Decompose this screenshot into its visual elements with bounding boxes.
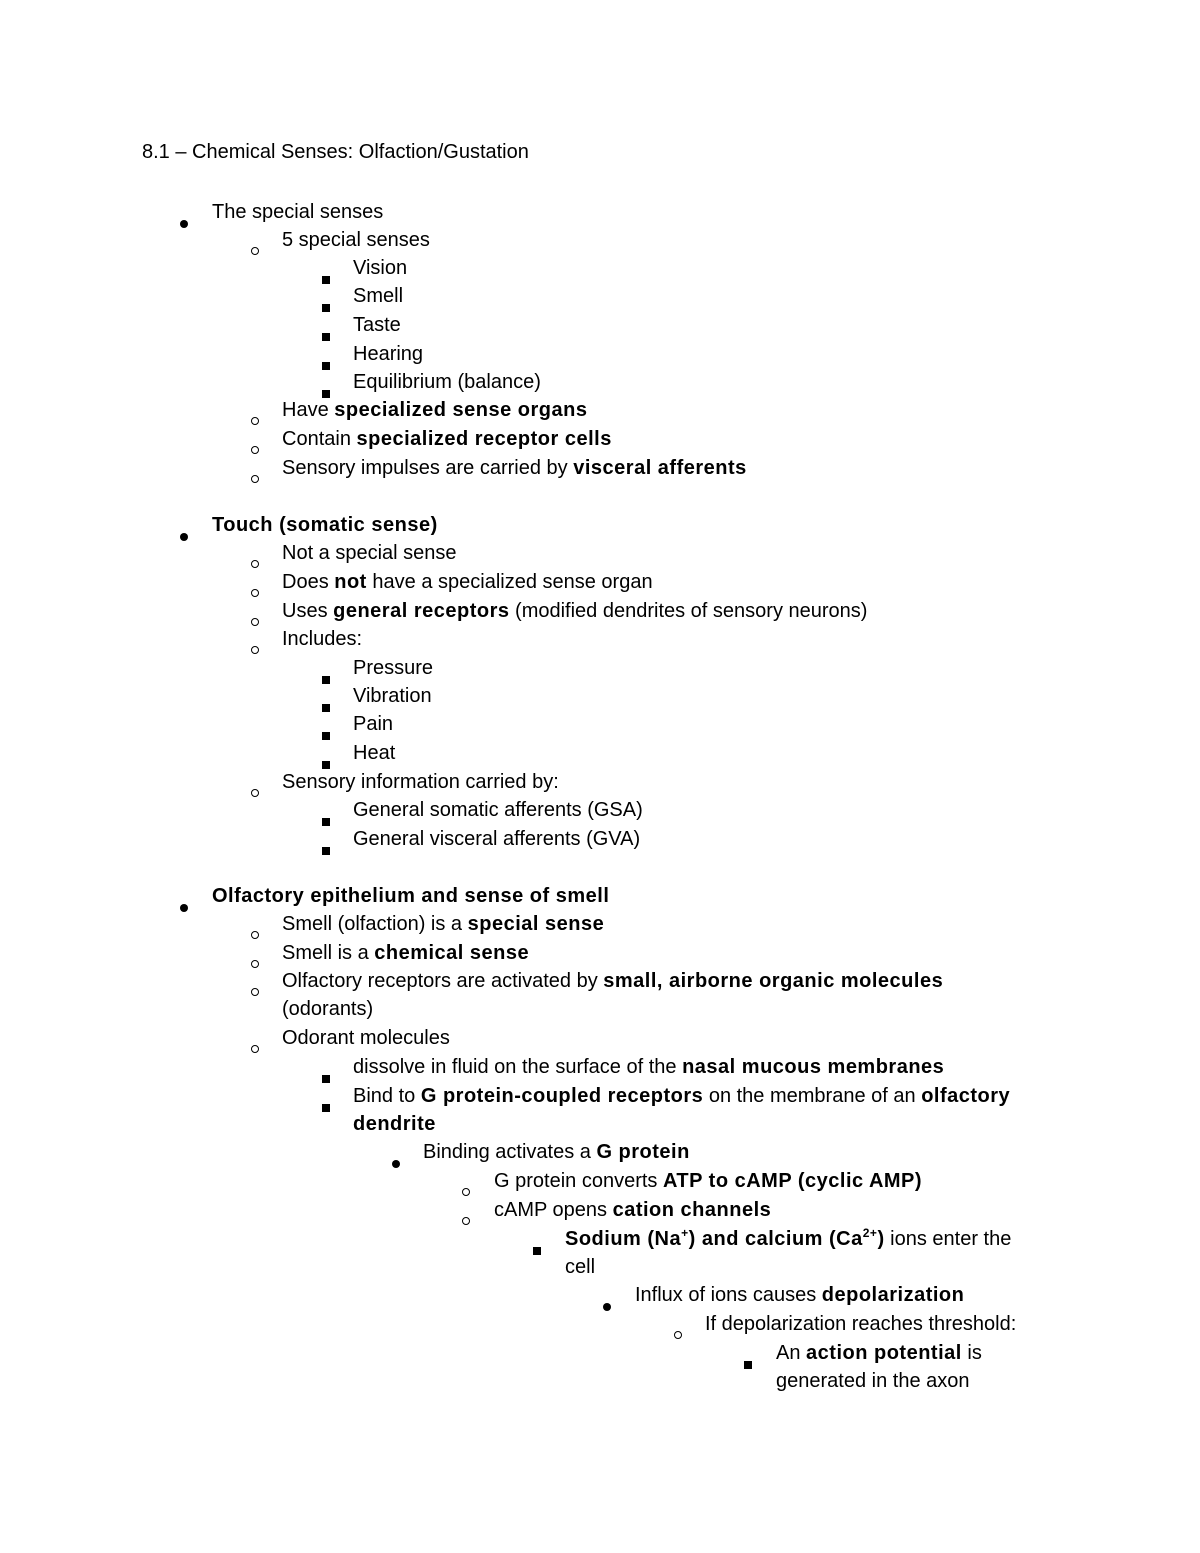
outline-item-continuation: (odorants) bbox=[282, 998, 374, 1020]
outline-item: cAMP opens cation channels bbox=[494, 1199, 772, 1221]
outline-item: Smell (olfaction) is a special sense bbox=[282, 913, 605, 935]
outline-item: Vision bbox=[353, 257, 408, 279]
outline-item: An action potential is bbox=[776, 1342, 982, 1364]
outline-item: Have specialized sense organs bbox=[282, 399, 588, 421]
outline-item: Olfactory receptors are activated by small, airborne organic molecules bbox=[282, 970, 944, 992]
bullet-circle-icon bbox=[245, 408, 265, 431]
outline-item-continuation: dendrite bbox=[353, 1113, 436, 1135]
outline-item: Heat bbox=[353, 742, 396, 764]
outline-item-continuation: generated in the axon bbox=[776, 1370, 970, 1392]
bullet-disc-icon bbox=[174, 524, 194, 547]
bullet-circle-icon bbox=[245, 922, 265, 945]
outline-item: Sensory information carried by: bbox=[282, 771, 559, 793]
page-title: 8.1 – Chemical Senses: Olfaction/Gustation bbox=[142, 141, 529, 163]
bullet-square-icon bbox=[316, 809, 336, 832]
bullet-disc-icon bbox=[174, 895, 194, 918]
bullet-circle-icon bbox=[245, 979, 265, 1002]
bullet-circle-icon bbox=[245, 238, 265, 261]
outline-item: Does not have a specialized sense organ bbox=[282, 571, 653, 593]
bullet-square-icon bbox=[527, 1238, 547, 1261]
bullet-square-icon bbox=[316, 667, 336, 690]
bullet-circle-icon bbox=[456, 1208, 476, 1231]
bullet-square-icon bbox=[316, 324, 336, 347]
outline-item: dissolve in fluid on the surface of the nasal mucous membranes bbox=[353, 1056, 945, 1078]
bullet-circle-icon bbox=[245, 437, 265, 460]
bullet-circle-icon bbox=[245, 466, 265, 489]
outline-item: Uses general receptors (modified dendrites of sensory neurons) bbox=[282, 600, 868, 622]
bullet-square-icon bbox=[738, 1352, 758, 1375]
outline-item: Contain specialized receptor cells bbox=[282, 428, 612, 450]
outline-item: Bind to G protein-coupled receptors on the membrane of an olfactory bbox=[353, 1085, 1011, 1107]
bullet-disc-icon bbox=[597, 1294, 617, 1317]
outline-item: Not a special sense bbox=[282, 542, 457, 564]
bullet-circle-icon bbox=[245, 1036, 265, 1059]
outline-item: Touch (somatic sense) bbox=[212, 514, 438, 536]
outline-item: Vibration bbox=[353, 685, 432, 707]
bullet-circle-icon bbox=[245, 780, 265, 803]
outline-item: 5 special senses bbox=[282, 229, 430, 251]
bullet-disc-icon bbox=[386, 1151, 406, 1174]
outline-item: G protein converts ATP to cAMP (cyclic AMP) bbox=[494, 1170, 923, 1192]
bullet-square-icon bbox=[316, 295, 336, 318]
outline-item: Pain bbox=[353, 713, 394, 735]
bullet-square-icon bbox=[316, 723, 336, 746]
outline-item: The special senses bbox=[212, 201, 384, 223]
bullet-circle-icon bbox=[245, 637, 265, 660]
bullet-square-icon bbox=[316, 1095, 336, 1118]
outline-item: Binding activates a G protein bbox=[423, 1141, 690, 1163]
outline-item: Odorant molecules bbox=[282, 1027, 450, 1049]
outline-item: Smell bbox=[353, 285, 404, 307]
outline-item: Influx of ions causes depolarization bbox=[635, 1284, 965, 1306]
bullet-circle-icon bbox=[245, 609, 265, 632]
outline-item: General somatic afferents (GSA) bbox=[353, 799, 643, 821]
outline-item: If depolarization reaches threshold: bbox=[705, 1313, 1017, 1335]
bullet-circle-icon bbox=[245, 551, 265, 574]
outline-item: General visceral afferents (GVA) bbox=[353, 828, 641, 850]
bullet-circle-icon bbox=[245, 951, 265, 974]
bullet-square-icon bbox=[316, 838, 336, 861]
outline-item: Sodium (Na+) and calcium $(Ca^{2+})$ ions enter the bbox=[565, 1226, 1012, 1250]
bullet-circle-icon bbox=[456, 1179, 476, 1202]
outline-item: Hearing bbox=[353, 343, 424, 365]
outline-item: Equilibrium (balance) bbox=[353, 371, 541, 393]
bullet-square-icon bbox=[316, 267, 336, 290]
outline-item: Taste bbox=[353, 314, 401, 336]
bullet-circle-icon bbox=[668, 1322, 688, 1345]
outline-item: Includes: bbox=[282, 628, 363, 650]
bullet-circle-icon bbox=[245, 580, 265, 603]
bullet-square-icon bbox=[316, 353, 336, 376]
outline-item-continuation: cell bbox=[565, 1256, 596, 1278]
outline-item: Pressure bbox=[353, 657, 434, 679]
outline-item: Sensory impulses are carried by visceral afferents bbox=[282, 457, 747, 479]
bullet-square-icon bbox=[316, 1066, 336, 1089]
outline-item: Smell is a chemical sense bbox=[282, 942, 530, 964]
bullet-disc-icon bbox=[174, 211, 194, 234]
outline-item: Olfactory epithelium and sense of smell bbox=[212, 885, 610, 907]
bullet-square-icon bbox=[316, 695, 336, 718]
